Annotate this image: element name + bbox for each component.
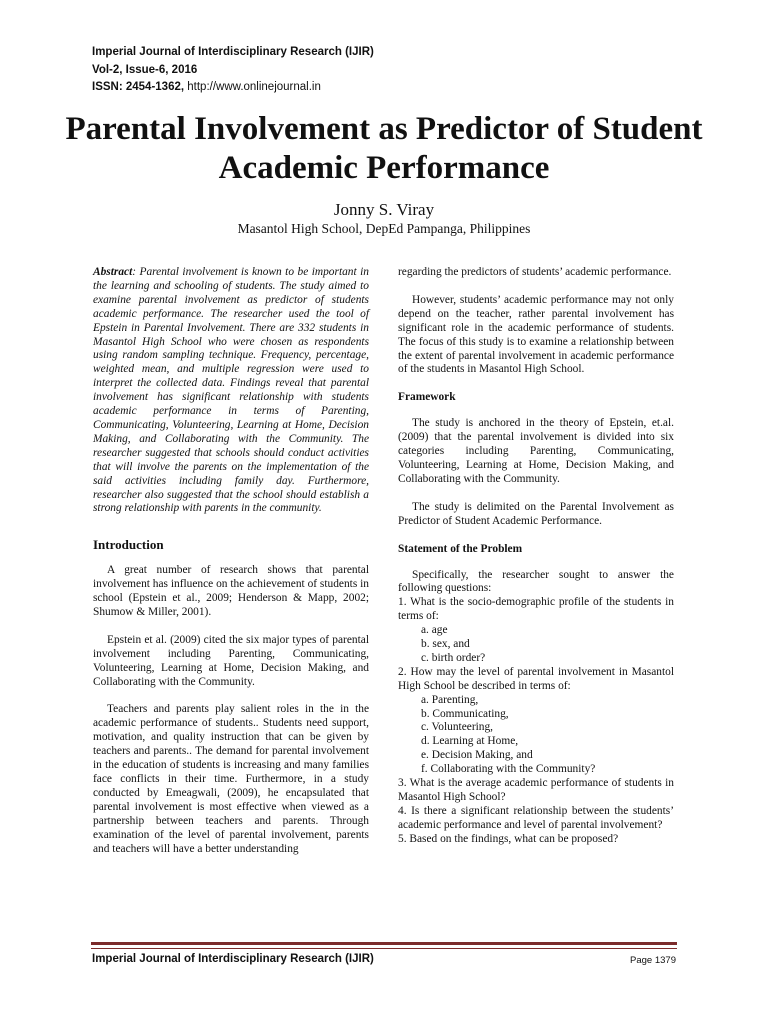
journal-header [92, 44, 374, 97]
question-5: 5. Based on the findings, what can be proposed? [398, 832, 619, 845]
question-3: 3. What is the average academic performance of students in Masantol High School? [398, 777, 674, 803]
intro-paragraph-2: Epstein et al. (2009) cited the six major types of parental involvement including Parenting, Communicating, Volunteering, Learning at Home, Decision Making, and Collaborating with the Community. [93, 633, 369, 688]
intro-paragraph-3: Teachers and parents play salient roles in the in the academic performance of students.. Students need support, motivation, and quality instruction that can be given by teachers and parents.. The demand for parental involvement in the education of students is increasing and many families face conflicts in their time. Furthermore, in a study conducted by Emeagwali, (2009), he encapsulated that parental involvement is most effective when viewed as a partnership between teachers and parents. Through examination of the level of parental involvement, parents and teachers will have a better understanding [93, 703, 369, 855]
question-1-item: c. birth order? [421, 651, 486, 664]
page-number: Page 1379 [630, 955, 676, 966]
question-2-item: f. Collaborating with the Community? [421, 763, 596, 776]
framework-paragraph-1: The study is anchored in the theory of Epstein, et.al. (2009) that the parental involvement is divided into six categories including Parenting, Communicating, Volunteering, Learning at Home, Decision Making, and Collaborating with the Community. [398, 417, 674, 485]
question-2-item: e. Decision Making, and [421, 749, 533, 762]
abstract-label: Abstract [93, 266, 133, 278]
framework-heading: Framework [398, 391, 456, 404]
question-2-item: d. Learning at Home, [421, 735, 519, 748]
question-2: 2. How may the level of parental involvement in Masantol High School be described in terms of: [398, 665, 674, 692]
footer-rule [91, 942, 677, 945]
abstract-text: : Parental involvement is known to be important in the learning and schooling of students. The study aimed to examine parental involvement as predictor of students academic performance. The researcher used the tool of Epstein in Parental Involvement. There are 332 students in Masantol High School who were chosen as respondents using random sampling technique. Frequency, percentage, weighted mean, and multiple regression were used to interpret the collected data. Findings reveal that parental involvement has significant relationship with students academic performance in terms of Parenting, Communicating, Volunteering, Learning at Home, Decision Making, and Collaborating with the Community. The researcher suggested that schools should conduct activities that will involve the parents on the implementation of the said activities including family day. Furthermore, researcher also suggested that the school should establish a strong relationship with parents in the community. [93, 266, 369, 515]
paper-affiliation: Masantol High School, DepEd Pampanga, Philippines [237, 221, 531, 236]
continuation-paragraph: regarding the predictors of students’ academic performance. [398, 266, 672, 278]
paper-author: Jonny S. Viray [333, 200, 435, 219]
question-1: 1. What is the socio-demographic profile of the students in terms of: [398, 596, 674, 623]
question-2-item: b. Communicating, [421, 707, 509, 720]
abstract [93, 266, 369, 516]
framework-paragraph-2: The study is delimited on the Parental Involvement as Predictor of Student Academic Performance. [398, 500, 674, 527]
journal-issn-url [92, 79, 374, 97]
paper-title: Parental Involvement as Predictor of Student Academic Performance [65, 111, 703, 186]
focus-paragraph: However, students’ academic performance may not only depend on the teacher, rather parental involvement has significant role in the academic performance of students. The focus of this study is to examine a relationship between the extent of parental involvement in academic performance of the students in Masantol High School. [398, 293, 674, 376]
left-column [93, 266, 369, 870]
footer-journal: Imperial Journal of Interdisciplinary Research (IJIR) [92, 953, 374, 965]
question-1-item: a. age [421, 624, 448, 637]
footer-rule-thin [91, 948, 677, 949]
journal-url[interactable]: http://www.onlinejournal.in [187, 81, 321, 93]
question-2-item: c. Volunteering, [421, 721, 494, 734]
intro-paragraph-1: A great number of research shows that parental involvement has influence on the achievement of students in school (Epstein et al., 2009; Henderson & Mapp, 2002; Shumow & Miller, 2001). [93, 564, 369, 618]
right-column [398, 266, 674, 861]
journal-name: Imperial Journal of Interdisciplinary Research (IJIR) [92, 46, 374, 58]
question-2-item: a. Parenting, [421, 693, 479, 706]
problem-intro: Specifically, the researcher sought to answer the following questions: [398, 568, 674, 595]
introduction-heading: Introduction [93, 537, 164, 553]
journal-issn: ISSN: 2454-1362, [92, 81, 185, 93]
problem-heading: Statement of the Problem [398, 542, 523, 555]
journal-volume: Vol-2, Issue-6, 2016 [92, 63, 198, 76]
question-1-item: b. sex, and [421, 638, 470, 651]
question-4: 4. Is there a significant relationship between the students’ academic performance and level of parental involvement? [398, 804, 674, 831]
